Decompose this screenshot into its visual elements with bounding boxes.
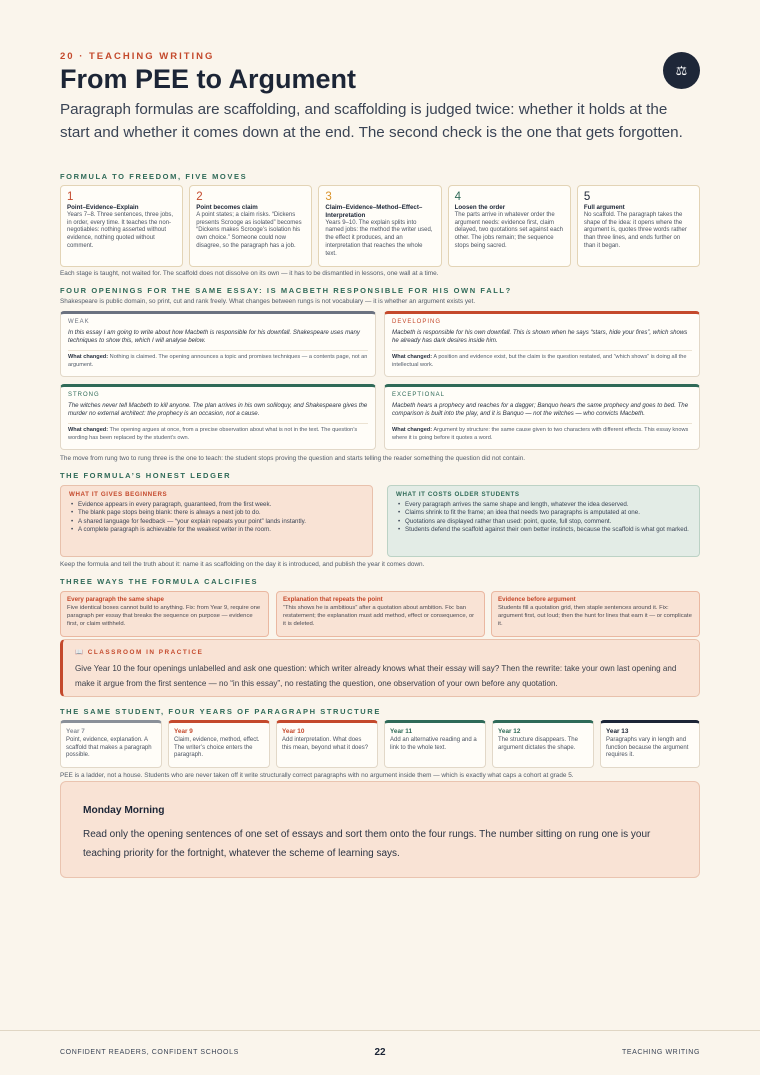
opening-card-exceptional xyxy=(384,384,700,450)
what-changed: What changed: Nothing is claimed. The opening announces a topic and promises techniques — a contents page, not an argument. xyxy=(68,354,368,368)
year-card xyxy=(384,720,486,768)
classroom-heading: 📖 CLASSROOM IN PRACTICE xyxy=(75,649,204,656)
opening-quote: Macbeth is responsible for his own downfall. This is shown when he says “stars, hide your fires”, which shows he already has dark desires inside him. xyxy=(392,329,688,344)
list-item: • A complete paragraph is achievable for the weakest writer in the room. xyxy=(69,526,364,534)
list-item: • Every paragraph arrives the same shape and length, whatever the idea deserved. xyxy=(396,501,691,509)
list-item: • The blank page stops being blank: there is always a next job to do. xyxy=(69,509,364,517)
openings-note: The move from rung two to rung three is the one to teach: the student stops proving the question and starts telling the reader something the question did not contain. xyxy=(60,455,526,462)
ledger-gives-box xyxy=(60,485,373,557)
opening-quote: The witches never tell Macbeth to kill anyone. The plan arrives in his own soliloquy, and Shakespeare gives the murder no external architect: the prophecy is an occasion, not a cause. xyxy=(68,402,368,417)
monday-morning-box xyxy=(60,781,700,878)
move-body: A point states; a claim risks. “Dickens presents Scrooge as isolated” becomes “Dickens makes Scrooge’s isolation his own choice.” Someone could now disagree, so the paragraph has a job. xyxy=(196,211,302,249)
move-number: 2 xyxy=(196,191,203,203)
year-body: Paragraphs vary in length and function because the argument requires it. xyxy=(606,736,689,759)
calcify-card xyxy=(60,591,269,637)
book-icon: 📖 xyxy=(75,649,85,656)
monday-heading: Monday Morning xyxy=(83,805,165,816)
calcify-card xyxy=(491,591,700,637)
year-card xyxy=(492,720,594,768)
what-changed: What changed: Argument by structure: the same cause given to two characters with different effects. This essay knows where it is going before it quotes a word. xyxy=(392,427,689,441)
opening-quote: In this essay I am going to write about how Macbeth is responsible for his downfall. Shakespeare uses many techniques to show this, which I will analyse below. xyxy=(68,329,360,344)
what-changed: What changed: The opening argues at once, from a precise observation about what is not in the text. The question’s wording has been replaced by the student’s own. xyxy=(68,427,358,441)
list-item: • Students defend the scaffold against their own better instincts, because the scaffold is what got marked. xyxy=(396,526,691,534)
openings-subnote: Shakespeare is public domain, so print, cut and rank freely. What changes between rungs is not vocabulary — it is whether an argument exists yet. xyxy=(60,298,476,305)
move-body: The parts arrive in whatever order the argument needs: evidence first, claim delayed, two quotations set against each other. The jobs remain; the sequence stops being sacred. xyxy=(454,211,564,249)
move-number: 5 xyxy=(583,191,591,203)
move-card xyxy=(60,185,183,267)
year-title: Year 9 xyxy=(174,728,193,735)
year-body: The structure disappears. The argument dictates the shape. xyxy=(498,736,578,751)
section-kicker: 20 · TEACHING WRITING xyxy=(60,51,215,62)
move-number: 1 xyxy=(67,191,74,203)
scales-icon: ⚖ xyxy=(663,52,700,89)
ledger-costs-list xyxy=(396,501,691,534)
ledger-gives-list xyxy=(69,501,364,534)
calcify-title: Every paragraph the same shape xyxy=(67,596,164,603)
move-card xyxy=(318,185,441,267)
year-title: Year 10 xyxy=(282,728,305,735)
moves-row xyxy=(60,185,700,267)
page-title: From PEE to Argument xyxy=(60,64,357,94)
lede-paragraph: Paragraph formulas are scaffolding, and scaffolding is judged twice: whether it holds at the start and whether it comes down at the end. The second check is the one that gets forgotten. xyxy=(60,101,683,141)
year-title: Year 13 xyxy=(606,728,629,735)
years-note: PEE is a ladder, not a house. Students who are never taken off it write structurally correct paragraphs with no argument inside them — which is exactly what caps a cohort at grade 5. xyxy=(60,772,574,779)
opening-card-strong xyxy=(60,384,376,450)
footer-publication: CONFIDENT READERS, CONFIDENT SCHOOLS xyxy=(60,1049,239,1056)
calcify-title: Evidence before argument xyxy=(498,596,576,603)
move-body: Years 7–8. Three sentences, three jobs, in order, every time. It teaches the non-negotiables: nothing asserted without evidence, nothing quoted without comment. xyxy=(67,211,174,249)
year-body: Add an alternative reading and a link to the whole text. xyxy=(390,736,477,751)
page-footer xyxy=(0,1030,760,1058)
opening-quote: Macbeth hears a prophecy and reaches for a dagger; Banquo hears the same prophecy and goes to bed. The comparison is built into the play, and it is Banquo — not the witches — who convicts Macbeth. xyxy=(392,402,689,417)
list-item: • A shared language for feedback — “your explain repeats your point” lands instantly. xyxy=(69,518,364,526)
year-body: Point, evidence, explanation. A scaffold that makes a paragraph possible. xyxy=(66,736,152,759)
calcify-body: “This shows he is ambitious” after a quotation about ambition. Fix: ban restatement; the explanation must add method, effect or consequence, or it is deleted. xyxy=(283,604,475,627)
calcify-body: Students fill a quotation grid, then staple sentences around it. Fix: argument first, out loud; then the hunt for lines that earn it — or complicate it. xyxy=(498,604,692,627)
move-card xyxy=(448,185,571,267)
section-heading-formula: FORMULA TO FREEDOM, FIVE MOVES xyxy=(60,172,248,181)
year-card xyxy=(600,720,700,768)
opening-level: EXCEPTIONAL xyxy=(392,392,446,398)
move-title: Loosen the order xyxy=(454,204,506,211)
ledger-note: Keep the formula and tell the truth about it: name it as scaffolding on the day it is introduced, and publish the year it comes down. xyxy=(60,561,425,568)
section-heading-calcifies: THREE WAYS THE FORMULA CALCIFIES xyxy=(60,577,259,586)
opening-level: DEVELOPING xyxy=(392,319,442,325)
move-body: No scaffold. The paragraph takes the shape of the idea: it opens where the argument is, quotes three words rather than three lines, and ends further on than it began. xyxy=(583,211,687,249)
year-title: Year 7 xyxy=(66,728,85,735)
year-title: Year 12 xyxy=(498,728,521,735)
opening-card-weak xyxy=(60,311,376,377)
year-card xyxy=(276,720,378,768)
what-changed: What changed: A position and evidence exist, but the claim is the question restated, and “which shows” is doing all the intellectual work. xyxy=(392,354,687,368)
move-card xyxy=(189,185,312,267)
page-number: 22 xyxy=(374,1047,386,1058)
move-body: Years 9–10. The explain splits into named jobs: the method the writer used, the effect it produces, and an interpretation that reaches the whole text. xyxy=(325,219,433,257)
classroom-body: Give Year 10 the four openings unlabelled and ask one question: which writer already knows what their essay will say? Then the rewrite: take your own last opening and make it argue from the first sentence — no “in this essay”, no restating the question, one observation of your own before any quotation. xyxy=(75,664,677,688)
move-title: Point–Evidence–Explain xyxy=(67,204,139,211)
year-card xyxy=(60,720,162,768)
move-card xyxy=(577,185,700,267)
ledger-gives-title: WHAT IT GIVES BEGINNERS xyxy=(69,491,168,498)
classroom-box xyxy=(60,639,700,697)
list-item: • Evidence appears in every paragraph, guaranteed, from the first week. xyxy=(69,501,364,509)
move-number: 4 xyxy=(454,191,462,203)
move-title: Full argument xyxy=(583,204,625,211)
move-title: Claim–Evidence–Method–Effect–Interpretation xyxy=(325,204,423,219)
list-item: • Claims shrink to fit the frame; an idea that needs two paragraphs is amputated at one. xyxy=(396,509,691,517)
move-title: Point becomes claim xyxy=(196,204,258,211)
list-item: • Quotations are displayed rather than used: point, quote, full stop, comment. xyxy=(396,518,691,526)
year-body: Add interpretation. What does this mean, beyond what it does? xyxy=(282,736,369,751)
formula-note: Each stage is taught, not waited for. The scaffold does not dissolve on its own — it has to be dismantled in lessons, one wall at a time. xyxy=(60,270,439,277)
monday-body: Read only the opening sentences of one set of essays and sort them onto the four rungs. The number sitting on rung one is your teaching priority for the fortnight, whatever the scheme of learning says. xyxy=(83,829,651,859)
year-body: Claim, evidence, method, effect. The writer’s choice enters the paragraph. xyxy=(174,736,260,759)
opening-level: STRONG xyxy=(68,392,100,398)
calcify-body: Five identical boxes cannot build to anything. Fix: from Year 9, require one paragraph per essay that breaks the sequence on purpose — evidence first, or claim withheld. xyxy=(67,604,261,627)
footer-section: TEACHING WRITING xyxy=(621,1049,700,1056)
section-heading-years: THE SAME STUDENT, FOUR YEARS OF PARAGRAPH STRUCTURE xyxy=(60,707,381,716)
ledger-costs-box xyxy=(387,485,700,557)
calcify-card xyxy=(276,591,485,637)
calcify-title: Explanation that repeats the point xyxy=(283,596,383,603)
ledger-costs-title: WHAT IT COSTS OLDER STUDENTS xyxy=(396,491,520,498)
opening-card-developing xyxy=(384,311,700,377)
opening-level: WEAK xyxy=(68,319,90,325)
section-heading-openings: FOUR OPENINGS FOR THE SAME ESSAY: IS MACBETH RESPONSIBLE FOR HIS OWN FALL? xyxy=(60,286,512,295)
move-number: 3 xyxy=(325,191,332,203)
year-title: Year 11 xyxy=(390,728,413,735)
section-heading-ledger: THE FORMULA’S HONEST LEDGER xyxy=(60,471,232,480)
year-card xyxy=(168,720,270,768)
